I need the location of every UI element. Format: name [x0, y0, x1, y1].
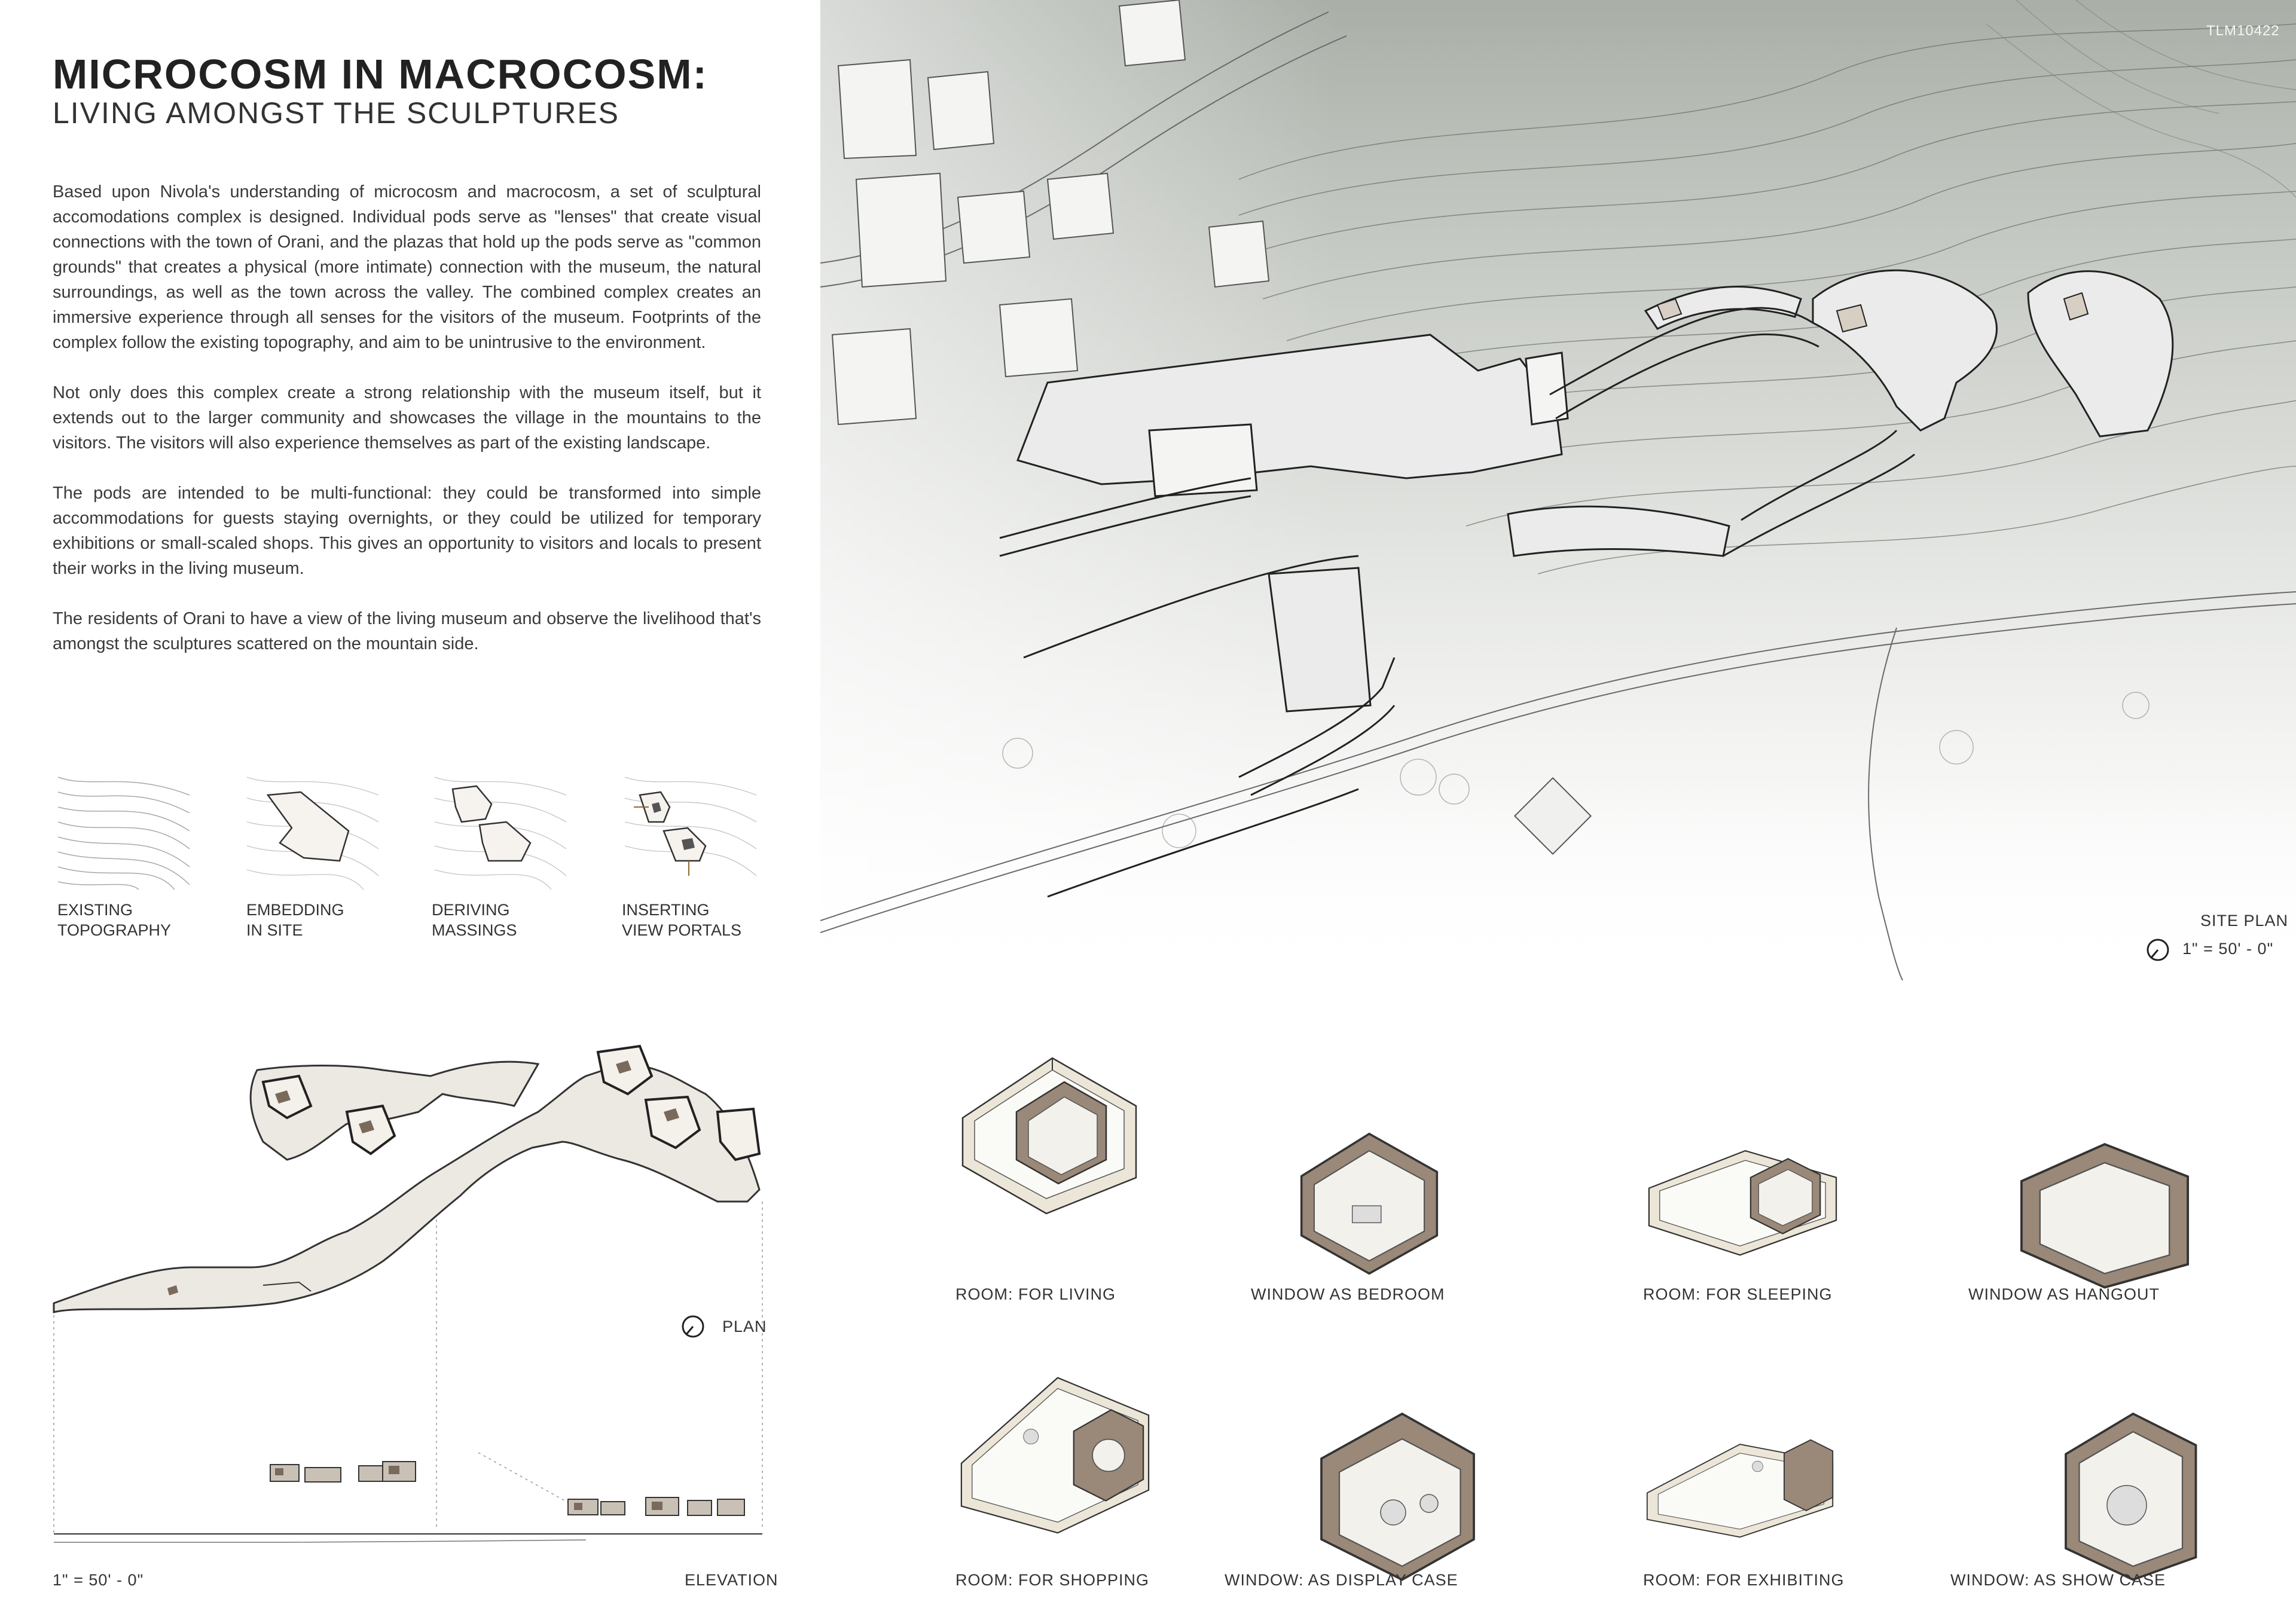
window-caption: WINDOW: AS SHOW CASE — [1950, 1571, 2166, 1589]
room-living-axon — [951, 1040, 1154, 1219]
window-display-case-axon — [1292, 1405, 1495, 1584]
room-caption: ROOM: FOR SHOPPING — [955, 1571, 1150, 1589]
diagram-label: EMBEDDING IN SITE — [246, 901, 344, 939]
diagram-label: EXISTING TOPOGRAPHY — [57, 901, 172, 939]
room-exhibiting-axon — [1638, 1399, 1842, 1578]
paragraph: Based upon Nivola's understanding of microcosm and macrocosm, a set of sculptural accomodations complex is designed. Individual pods serve as "lenses" that create visual connections with the town of Orani, and the plazas that hold up the pods serve as "common grounds" that creates a physical (more intimate) connection with the museum, the natural surroundings, as well as the town across the valley. The combined complex creates an immersive experience through all senses for the visitors of the museum. Footprints of the complex follow the existing topography, and aim to be unintrusive to the environment. — [53, 182, 761, 352]
room-shopping-axon — [951, 1363, 1154, 1542]
paragraph: The residents of Orani to have a view of the living museum and observe the livelihood that's amongst the sculptures scattered on the mountain side. — [53, 609, 761, 653]
sheet-tag: TLM10422 — [2206, 23, 2280, 39]
window-hangout-axon — [2003, 1124, 2206, 1303]
window-caption: WINDOW: AS DISPLAY CASE — [1225, 1571, 1458, 1589]
view-portals-diagram — [622, 771, 759, 891]
embedding-diagram — [244, 771, 381, 891]
window-caption: WINDOW AS BEDROOM — [1251, 1285, 1445, 1303]
room-caption: ROOM: FOR LIVING — [955, 1285, 1116, 1303]
north-arrow-icon — [680, 1314, 706, 1339]
elevation-scale: 1" = 50' - 0" — [53, 1571, 144, 1589]
page-title: MICROCOSM IN MACROCOSM: — [53, 51, 708, 97]
plan-label: PLAN — [722, 1318, 767, 1335]
site-plan-scale: 1" = 50' - 0" — [2182, 940, 2274, 958]
room-caption: ROOM: FOR SLEEPING — [1643, 1285, 1833, 1303]
window-bedroom-axon — [1268, 1112, 1471, 1291]
site-plan-label: SITE PLAN — [2200, 912, 2289, 930]
page-subtitle: LIVING AMONGST THE SCULPTURES — [53, 96, 620, 130]
paragraph: Not only does this complex create a strong relationship with the museum itself, but it extends out to the larger community and showcases the village in the mountains to the visitors. The visitors will also experience themselves as part of the existing landscape. — [53, 383, 761, 453]
room-sleeping-axon — [1638, 1112, 1842, 1291]
diagram-label: INSERTING VIEW PORTALS — [622, 901, 742, 939]
topography-diagram — [55, 771, 193, 891]
room-caption: ROOM: FOR EXHIBITING — [1643, 1571, 1845, 1589]
window-caption: WINDOW AS HANGOUT — [1968, 1285, 2160, 1303]
site-plan-map — [820, 0, 2296, 980]
paragraph: The pods are intended to be multi-functional: they could be transformed into simple accommodations for guests staying overnights, or they could be utilized for temporary exhibitions or small-scaled shops. This gives an opportunity to visitors and locals to present their works in the living museum. — [53, 484, 761, 578]
massing-diagram — [432, 771, 569, 891]
description — [53, 179, 761, 681]
window-show-case-axon — [2027, 1405, 2230, 1584]
north-arrow-icon — [2145, 937, 2170, 962]
plan-elevation-drawing — [48, 1040, 777, 1566]
elevation-label: ELEVATION — [685, 1571, 778, 1589]
diagram-label: DERIVING MASSINGS — [432, 901, 517, 939]
